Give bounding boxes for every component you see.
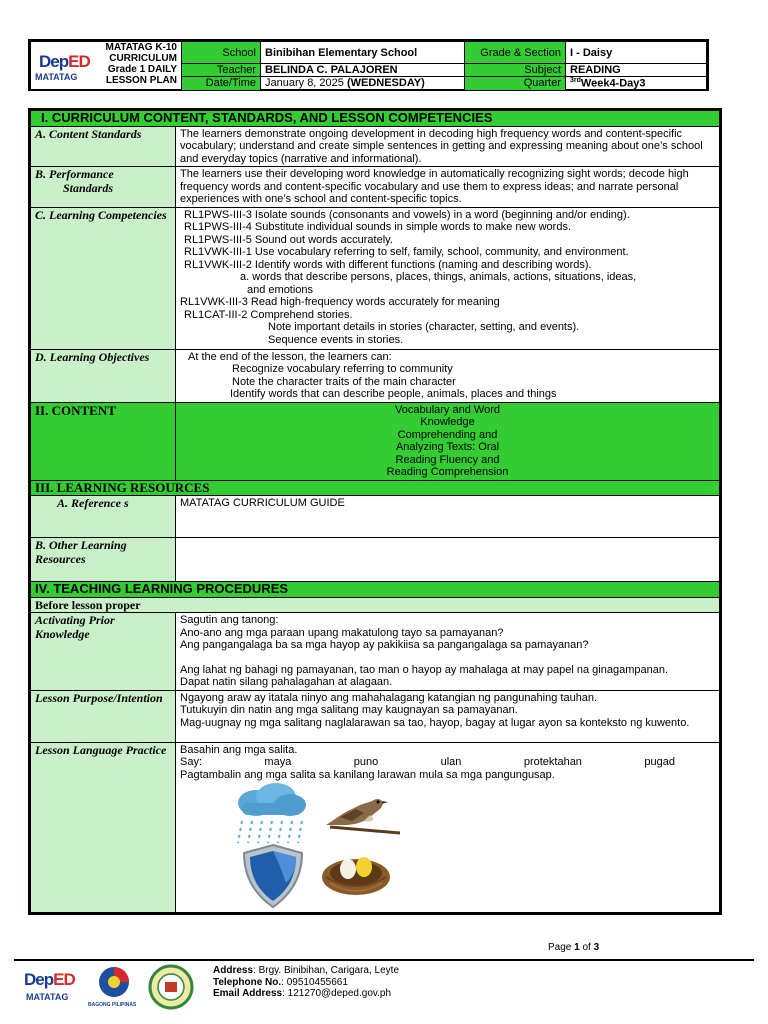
say-word: protektahan [523,756,582,768]
references-label: A. Reference s [31,496,176,538]
date-value: January 8, 2025 (WEDNESDAY) [261,77,465,91]
competency-item: RL1VWK-III-2 Identify words with different functions (naming and describing words). [184,258,592,271]
grade-value: I - Daisy [566,42,707,64]
lesson-plan-table [28,108,722,915]
school-seal-logo [148,964,194,1010]
competency-item: RL1CAT-III-2 Comprehend stories. [184,308,353,321]
section-2-title: II. CONTENT [31,402,176,480]
matatag-logo: MATATAG [35,72,78,82]
content-text: Vocabulary and Word Knowledge Comprehending and Analyzing Texts: Oral Reading Fluency and Reading Comprehension [176,402,720,480]
lesson-purpose-label: Lesson Purpose/Intention [31,690,176,742]
footer-deped-logo: DepED [24,970,75,989]
objective-item: Note the character traits of the main character [232,375,456,388]
footer-logos [20,962,205,1014]
other-resources-label: B. Other Learning Resources [31,538,176,582]
performance-standards-text: The learners use their developing word knowledge in automatically recognizing sight words; decode high frequency words and content-specific vocabulary and use them to express ideas; and narrate personal experiences with one’s school and content-specific topics. [176,167,720,208]
date-label: Date/Time [182,77,261,91]
learning-objectives-text: At the end of the lesson, the learners can: Recognize vocabulary referring to community Note the character traits of the main character Identify words that can describe people, animals, places and things [176,349,720,402]
page-number: Page 1 of 3 [548,942,600,953]
footer-contact [213,965,399,1000]
quarter-value: $^{3rd}$Week4-Day3 [566,77,707,91]
footer-email: Email Address: 121270@deped.gov.ph [213,988,392,999]
say-word: maya [264,756,292,768]
competency-item: RL1VWK-III-3 Read high-frequency words accurately for meaning [180,296,500,308]
subject-value: READING [566,64,707,77]
bird-nest-icon [320,847,392,899]
competency-item: RL1PWS-III-3 Isolate sounds (consonants and vowels) in a word (beginning and/or ending). [184,208,630,221]
school-value: Binibihan Elementary School [261,42,465,64]
header-logo-cell [31,42,182,91]
footer-address: Address: Brgy. Binibihan, Carigara, Leyte [213,965,400,976]
competency-note: Note important details in stories (character, setting, and events). [268,321,580,333]
content-standards-text: The learners demonstrate ongoing development in decoding high frequency words and content-specific vocabulary; understand and create simple sentences in getting and expressing meaning about one’s school and everyday topics (narrative and informational). [176,126,720,167]
grade-label: Grade & Section [465,42,566,64]
competency-item: RL1VWK-III-1 Use vocabulary referring to self, family, school, community, and environment. [184,246,629,258]
learning-competencies-text [176,207,720,349]
section-4-title: IV. TEACHING LEARNING PROCEDURES [31,582,720,598]
say-word: ulan [440,756,462,768]
competency-subitem: and emotions [247,283,314,296]
lesson-language-practice-label: Lesson Language Practice [31,742,176,913]
references-value: MATATAG CURRICULUM GUIDE [176,496,720,538]
content-standards-label: A. Content Standards [31,126,176,167]
say-word: pugad [644,756,675,768]
learning-objectives-label: D. Learning Objectives [31,349,176,402]
shield-icon [240,843,306,909]
learning-competencies-label: C. Learning Competencies [31,207,176,349]
section-1-title: I. CURRICULUM CONTENT, STANDARDS, AND LESSON COMPETENCIES [31,111,720,127]
competency-note: Sequence events in stories. [268,333,404,346]
objective-item: Identify words that can describe people, animals, places and things [230,388,557,400]
competency-subitem: a. words that describe persons, places, things, animals, actions, situations, ideas, [240,271,637,283]
deped-logo: DepED [39,52,90,71]
competency-item: RL1PWS-III-4 Substitute individual sounds in simple words to make new words. [184,221,572,233]
performance-standards-label: B. Performance Standards [31,167,176,208]
footer-matatag-logo: MATATAG [26,992,69,1002]
section-3-title: III. LEARNING RESOURCES [31,480,720,496]
rain-cloud-icon [232,783,310,845]
activating-prior-knowledge-label: Activating Prior Knowledge [31,613,176,691]
lesson-purpose-text: Ngayong araw ay itatala ninyo ang mahahalagang katangian ng pangunahing tauhan. Tutukuyin din natin ang mga salitang may kaugnayan sa pamayanan. Mag-uugnay ng mga salitang naglalarawan sa tao, hayop, bagay at lugar ayon sa konteksto ng kuwento. [176,690,720,742]
before-lesson-proper: Before lesson proper [31,597,720,613]
subject-label: Subject [465,64,566,77]
competency-item: RL1PWS-III-5 Sound out words accurately. [184,233,393,246]
bagong-pilipinas-logo [92,964,136,1000]
objective-item: Recognize vocabulary referring to community [232,363,453,375]
say-words: Say: maya puno ulan protektahan pugad [180,756,675,768]
other-resources-value [176,538,720,582]
footer-phone: Telephone No.: 09510455661 [213,976,348,988]
activating-prior-knowledge-text: Sagutin ang tanong: Ano-ano ang mga paraan upang makatulong tayo sa pamayanan? Ang pangangalaga ba sa mga hayop ay pakikiisa sa pangangalaga sa pamayanan? Ang lahat ng bahagi ng pamayanan, tao man o hayop ay mahalaga at may papel na ginagampanan. Dapat natin silang pahalagahan at alagaan. [176,613,720,691]
teacher-label: Teacher [182,64,261,77]
header-table [28,39,709,91]
lesson-language-practice-text: Basahin ang mga salita. Say: maya puno ulan protektahan pugad Pagtambalin ang mga salita sa kanilang larawan mula sa mga pangungusap. [176,742,720,913]
sparrow-bird-icon [320,787,404,839]
header-title: MATATAG K-10 CURRICULUM Grade 1 DAILY LESSON PLAN [105,42,177,86]
say-word: puno [353,756,379,768]
quarter-label: Quarter [465,77,566,91]
bagong-pilipinas-text: BAGONG PILIPINAS [88,1002,137,1008]
school-label: School [182,42,261,64]
footer-divider [14,959,754,961]
teacher-value: BELINDA C. PALAJOREN [261,64,465,77]
